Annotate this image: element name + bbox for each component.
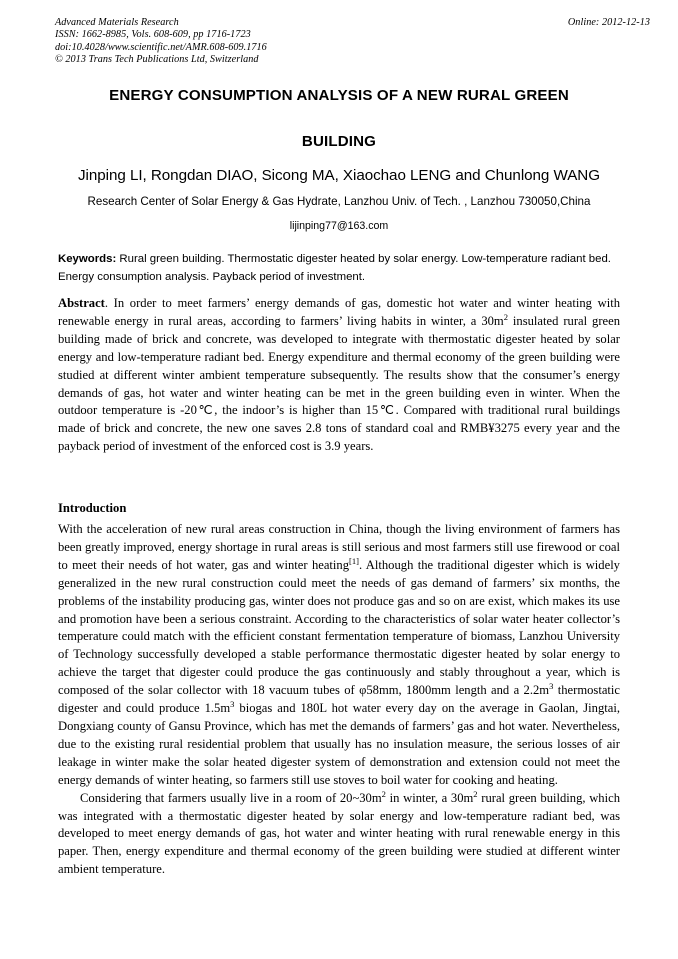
intro-superscript-squared-d: 2 bbox=[473, 788, 478, 799]
keywords-label: Keywords: bbox=[58, 253, 117, 265]
doi-line: doi:10.4028/www.scientific.net/AMR.608-609.1716 bbox=[55, 41, 267, 53]
introduction-paragraph-1 bbox=[58, 521, 620, 790]
citation-reference-1: [1] bbox=[349, 555, 359, 566]
intro-p1-part-d: biogas and 180L hot water every day on the average in Gaolan, Jingtai, Dongxiang county of Gansu Province, which has met the demands of farmers’ gas and hot water. Nevertheless, due to the existing rural residential problem that usually has no insulation measure, the serious losses of air leakage in winter make the solar heated digester system of demonstration and extension could not meet the energy demands of winter heating, so farmers still use stoves to boil water for cooking and heating. bbox=[58, 701, 620, 787]
title-line-1: ENERGY CONSUMPTION ANALYSIS OF A NEW RURAL GREEN bbox=[109, 87, 569, 104]
title-line-2: BUILDING bbox=[301, 133, 377, 150]
abstract-block bbox=[58, 295, 620, 456]
online-date: Online: 2012-12-13 bbox=[567, 17, 650, 28]
introduction-body bbox=[58, 521, 620, 879]
keywords-block bbox=[58, 251, 620, 286]
intro-p2-part-b: in winter, a 30m bbox=[385, 790, 474, 805]
intro-superscript-cubed-b: 3 bbox=[230, 698, 235, 709]
abstract-text-part-2: insulated rural green building made of brick and concrete, was developed to integrate with thermostatic digester heated by solar energy and low-temperature radiant bed. Energy expenditure and thermal economy of the green building were studied at different winter ambient temperature subsequently. The results show that the consumer’s energy demands of gas, hot water and winter heating can be met in the green building even in winter. When the outdoor temperature is -20℃, the indoor’s is higher than 15℃. Compared with traditional rural buildings made of brick and concrete, the new one saves 2.8 tons of standard coal and RMB¥3275 every year and the payback period of investment of the enforced cost is 3.9 years. bbox=[58, 313, 621, 454]
intro-superscript-cubed-a: 3 bbox=[549, 680, 554, 691]
author-affiliation: Research Center of Solar Energy & Gas Hydrate, Lanzhou Univ. of Tech. , Lanzhou 730050,China bbox=[87, 195, 591, 208]
author-email: lijinping77@163.com bbox=[289, 220, 389, 232]
introduction-paragraph-2 bbox=[58, 790, 620, 880]
abstract-text-part-1: . In order to meet farmers’ energy demands of gas, domestic hot water and winter heating with renewable energy in rural areas, according to farmers’ living habits in winter, a 30m bbox=[58, 296, 620, 328]
masthead-journal-row bbox=[55, 17, 650, 29]
intro-p1-part-b: . Although the traditional digester which is widely generalized in the new rural construction could meet the needs of gas demand of farmers’ six months, the problems of the instability producing gas, winter does not produce gas and so on are exist, which makes its use and promotion have been a serious constraint. According to the characteristics of solar water heater collector’s temperature could match with the efficient constant fermentation temperature of biomass, Lanzhou University of Technology successfully developed a stable performance thermostatic digester heated by solar energy to achieve the target that digester could produce the gas continuously and stably throughout a year, which is composed of the solar collector with 18 vacuum tubes of φ58mm, 1800mm length and a 2.2m bbox=[58, 557, 620, 698]
intro-p2-part-a: Considering that farmers usually live in a room of 20~30m bbox=[80, 790, 382, 805]
issn-line: ISSN: 1662-8985, Vols. 608-609, pp 1716-1723 bbox=[55, 29, 251, 41]
intro-p2-part-c: rural green building, which was integrated with a thermostatic digester heated by solar energy and low-temperature radiant bed, was developed to meet energy demands of gas, hot water and winter heating with rural renewable energy in this paper. Then, energy expenditure and thermal economy of the green building were studied at different winter ambient temperature. bbox=[58, 790, 620, 877]
intro-p1-part-c: thermostatic digester and could produce 1.5m bbox=[58, 683, 620, 716]
intro-p1-part-a: With the acceleration of new rural areas construction in China, though the living environment of farmers has been greatly improved, energy shortage in rural areas is still serious and most farmers still use firewood or coal to meet their needs of hot water, gas and winter heating bbox=[58, 522, 620, 572]
journal-masthead bbox=[55, 17, 650, 67]
author-list: Jinping LI, Rongdan DIAO, Sicong MA, Xiaochao LENG and Chunlong WANG bbox=[78, 167, 600, 184]
keywords-text: Rural green building. Thermostatic digester heated by solar energy. Low-temperature radiant bed. Energy consumption analysis. Payback period of investment. bbox=[58, 253, 611, 283]
section-heading-introduction: Introduction bbox=[58, 501, 127, 515]
page-title bbox=[55, 87, 623, 151]
journal-name: Advanced Materials Research bbox=[55, 17, 179, 28]
abstract-superscript-squared: 2 bbox=[503, 311, 508, 322]
abstract-label: Abstract bbox=[58, 296, 105, 310]
intro-superscript-squared-c: 2 bbox=[381, 788, 386, 799]
copyright-line: © 2013 Trans Tech Publications Ltd, Switzerland bbox=[55, 54, 259, 66]
